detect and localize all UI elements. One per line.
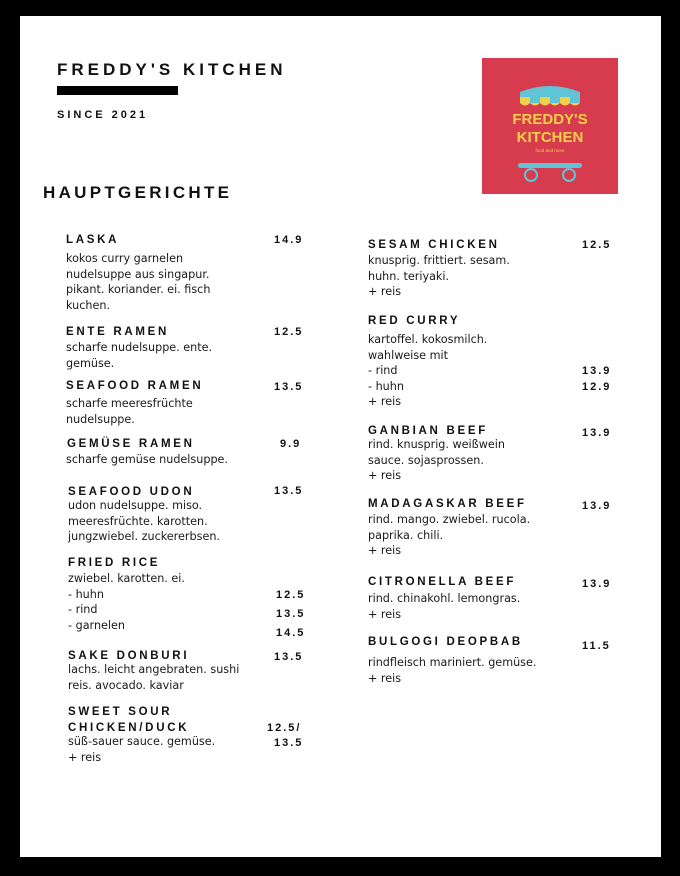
- section-title: HAUPTGERICHTE: [43, 183, 233, 202]
- dish-description: süß-sauer sauce. gemüse. + reis: [68, 735, 216, 764]
- dish-description: kartoffel. kokosmilch. wahlweise mit - rind - huhn + reis: [368, 333, 488, 409]
- dish-description: knusprig. frittiert. sesam. huhn. teriyaki. + reis: [368, 254, 510, 299]
- dish-name: CITRONELLA BEEF: [368, 576, 517, 588]
- dish-name: LASKA: [66, 234, 120, 246]
- dish-name: GEMÜSE RAMEN: [67, 438, 195, 450]
- dish-price: 12.5/ 13.5: [267, 722, 304, 749]
- dish-name: SEAFOOD UDON: [68, 486, 195, 498]
- dish-name: SWEET SOUR CHICKEN/DUCK: [68, 706, 190, 734]
- restaurant-logo: [482, 58, 618, 194]
- dish-price: 14.9: [274, 234, 304, 246]
- dish-description: rind. chinakohl. lemongras. + reis: [368, 592, 521, 621]
- dish-description: scharfe meeresfrüchte nudelsuppe.: [66, 397, 193, 426]
- dish-price: 13.5: [274, 651, 304, 663]
- dish-price: 13.5: [274, 485, 304, 497]
- logo-line2: KITCHEN: [516, 129, 584, 146]
- dish-name: ENTE RAMEN: [66, 326, 170, 338]
- dish-description: rind. knusprig. weißwein sauce. sojasprossen. + reis: [368, 438, 505, 483]
- dish-name: SESAM CHICKEN: [368, 239, 500, 251]
- dish-name: SEAFOOD RAMEN: [66, 380, 204, 392]
- dish-name: RED CURRY: [368, 315, 461, 327]
- dish-description: lachs. leicht angebraten. sushi reis. avocado. kaviar: [68, 663, 240, 692]
- dish-price: 13.9: [582, 578, 612, 590]
- dish-price: 13.5: [274, 381, 304, 393]
- variant-price: 12.9: [582, 381, 612, 393]
- dish-description: rindfleisch mariniert. gemüse. + reis: [368, 656, 537, 685]
- restaurant-name: FREDDY'S KITCHEN: [57, 60, 287, 79]
- dish-price: 12.5: [274, 326, 304, 338]
- dish-price: 11.5: [582, 640, 611, 652]
- logo-line1: FREDDY'S: [512, 111, 588, 128]
- dish-price: 13.9: [582, 500, 612, 512]
- dish-name: MADAGASKAR BEEF: [368, 498, 527, 510]
- dish-name: GANBIAN BEEF: [368, 425, 488, 437]
- variant-price: 13.9: [582, 365, 612, 377]
- dish-description: scharfe nudelsuppe. ente. gemüse.: [66, 341, 213, 370]
- dish-price: 9.9: [280, 438, 302, 450]
- dish-name: BULGOGI DEOPBAB: [368, 636, 523, 648]
- menu-page: [20, 16, 661, 857]
- since-label: SINCE 2021: [57, 109, 149, 121]
- dish-description: rind. mango. zwiebel. rucola. paprika. chili. + reis: [368, 513, 531, 558]
- variant-price: 13.5: [276, 608, 306, 620]
- variant-price: 14.5: [276, 627, 306, 639]
- variant-price: 12.5: [276, 589, 306, 601]
- dish-price: 13.9: [582, 427, 612, 439]
- awning-icon: [520, 86, 580, 106]
- cart-icon: [518, 163, 582, 181]
- dish-description: kokos curry garnelen nudelsuppe aus singapur. pikant. koriander. ei. fisch kuchen.: [66, 252, 211, 312]
- dish-price: 12.5: [582, 239, 612, 251]
- dish-description: scharfe gemüse nudelsuppe.: [66, 453, 228, 466]
- dish-description: udon nudelsuppe. miso. meeresfrüchte. karotten. jungzwiebel. zuckererbsen.: [68, 499, 220, 544]
- dish-name: SAKE DONBURI: [68, 650, 190, 662]
- logo-tagline: food and more: [535, 148, 565, 153]
- dish-name: FRIED RICE: [68, 557, 161, 569]
- title-underline: [57, 86, 178, 95]
- dish-description: zwiebel. karotten. ei. - huhn - rind - garnelen: [68, 572, 185, 632]
